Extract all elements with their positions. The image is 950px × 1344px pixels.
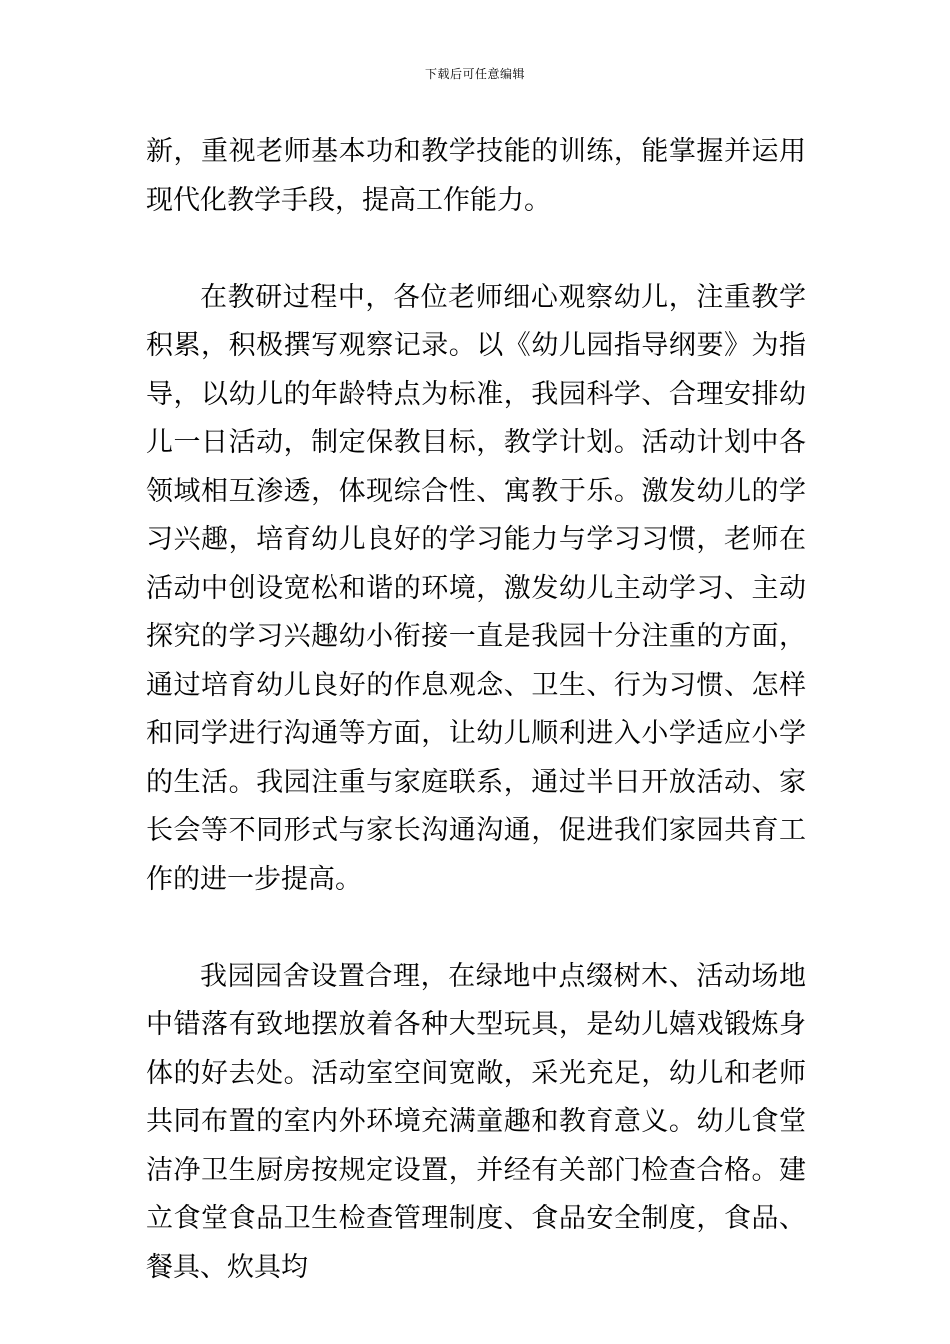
paragraph-teaching-research <box>146 274 806 905</box>
paragraph-continuation <box>146 128 806 225</box>
paragraph-line: 庭联系，通过半日开放活动、家长会等不同形式与家长沟 <box>146 766 807 846</box>
paragraph-line: 好去处。活动室空间宽敞，采光充足，幼儿和老师共同布 <box>146 1057 807 1137</box>
paragraph-spacer <box>146 225 806 274</box>
paragraph-line: 错落有致地摆放着各种大型玩具，是幼儿嬉戏锻炼身体的 <box>146 1009 807 1089</box>
paragraph-line: 厨房按规定设置，并经有关部门检查合格。建立食堂食品 <box>146 1154 807 1234</box>
paragraph-line: 松和谐的环境，激发幼儿主动学习、主动探究的学习兴趣 <box>146 572 807 652</box>
paragraph-line: 育幼儿良好的学习能力与学习习惯，老师在活动中创设宽 <box>146 524 806 604</box>
document-body <box>146 128 806 1292</box>
paragraph-line: 的作息观念、卫生、行为习惯、怎样和同学进行沟通等方 <box>146 669 807 749</box>
paragraph-spacer <box>146 904 806 953</box>
paragraph-line: 新，重视老师基本功和教学技能的训练，能掌握并运用现 <box>146 136 806 216</box>
paragraph-line: 在教研过程中，各位老师细心观察幼儿，注重教学积 <box>146 281 806 361</box>
paragraph-line: 置的室内外环境充满童趣和教育意义。幼儿食堂洁净卫生 <box>146 1106 807 1186</box>
paragraph-line: 卫生检查管理制度、食品安全制度，食品、餐具、炊具均 <box>146 1203 806 1283</box>
paragraph-line: 我园园舍设置合理，在绿地中点缀树木、活动场地中 <box>146 960 806 1040</box>
paragraph-line: 通沟通，促进我们家园共育工作的进一步提高。 <box>146 815 807 895</box>
paragraph-line: 渗透，体现综合性、寓教于乐。激发幼儿的学习兴趣，培 <box>146 475 807 555</box>
paragraph-line: 以幼儿的年龄特点为标准，我园科学、合理安排幼儿一日 <box>146 378 807 458</box>
paragraph-line: 面，让幼儿顺利进入小学适应小学的生活。我园注重与家 <box>146 718 807 798</box>
paragraph-facilities <box>146 953 806 1293</box>
paragraph-line: 活动，制定保教目标，教学计划。活动计划中各领域相互 <box>146 427 807 507</box>
page-header: 下载后可任意编辑 <box>424 67 525 81</box>
paragraph-line: 累，积极撰写观察记录。以《幼儿园指导纲要》为指导， <box>146 330 807 410</box>
paragraph-line: 代化教学手段，提高工作能力。 <box>173 184 551 216</box>
paragraph-line: 幼小衔接一直是我园十分注重的方面，通过培育幼儿良好 <box>146 621 807 701</box>
